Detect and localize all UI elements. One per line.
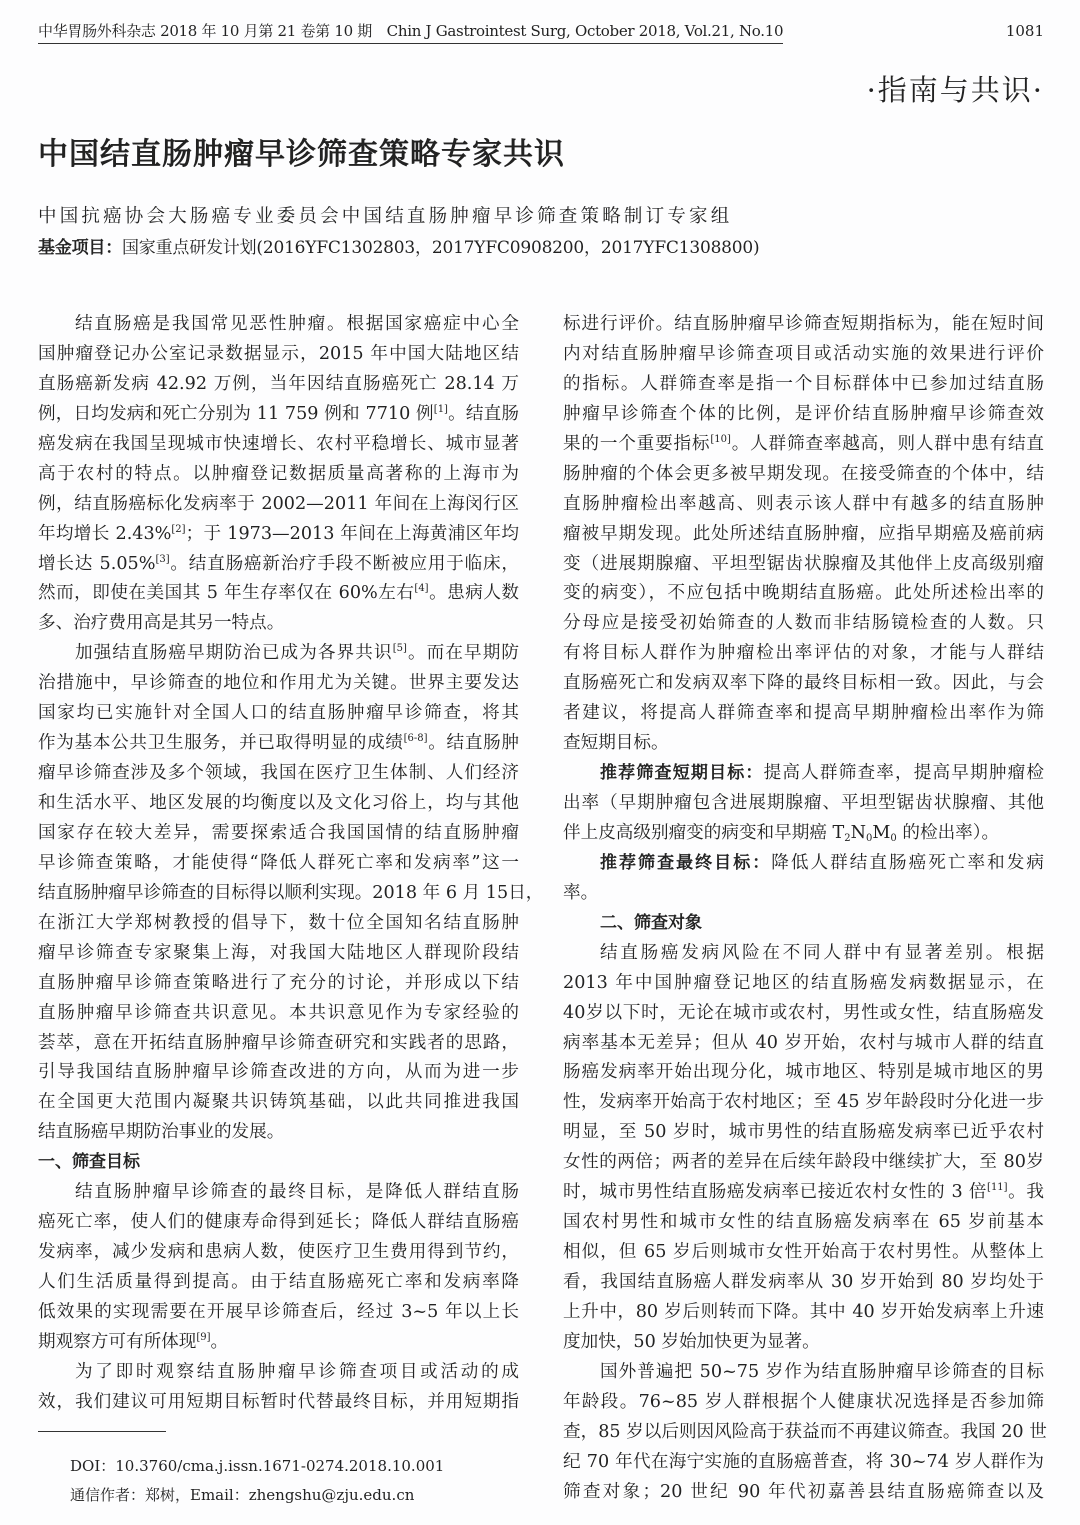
text-line: 癌死亡率，使人们的健康寿命得到延长；降低人群结直肠癌 [38,1212,519,1233]
text-line: 然而，即使在美国其 5 年生存率仅在 60%左右[4]。患病人数 [38,583,520,604]
text-line: 结直肠肿瘤早诊筛查的最终目标，是降低人群结直肠 [75,1182,519,1203]
text-line: 性，发病率开始高于农村地区；至 45 岁年龄段时分化进一步 [563,1092,1044,1113]
article-title: 中国结直肠肿瘤早诊筛查策略专家共识 [38,137,565,172]
section-tag: ·指南与共识· [866,73,1044,107]
text-line: 和生活水平、地区发展的均衡度以及文化习俗上，均与其他 [38,793,519,813]
text-line: 肿瘤早诊筛查个体的比例，是评价结直肠肿瘤早诊筛查效 [563,403,1044,424]
citation-ref: [3] [155,553,170,565]
text-line: 瘤早诊筛查涉及多个领域，我国在医疗卫生体制、人们经济 [38,763,519,784]
text-line: 效，我们建议可用短期目标暂时代替最终目标，并用短期指 [38,1391,519,1412]
citation-ref: [4] [414,583,429,595]
article-authors: 中国抗癌协会大肠癌专业委员会中国结直肠肿瘤早诊筛查策略制订专家组 [38,206,733,227]
text-line: 有将目标人群作为肿瘤检出率评估的对象，才能与人群结 [563,643,1044,664]
text-line: 直肠肿瘤早诊筛查共识意见。本共识意见作为专家经验的 [38,1002,519,1023]
text-line: 肠肿瘤的个体会更多被早期发现。在接受筛查的个体中，结 [563,463,1044,484]
text-line: 出率（早期肿瘤包含进展期腺瘤、平坦型锯齿状腺瘤、其他 [563,793,1044,813]
text-line: 变（进展期腺瘤、平坦型锯齿状腺瘤及其他伴上皮高级别瘤 [563,553,1044,574]
text-line: 度加快，50 岁始加快更为显著。 [563,1331,820,1352]
citation-ref: [10] [710,433,731,445]
text-line: 为了即时观察结直肠肿瘤早诊筛查项目或活动的成 [75,1361,519,1382]
text-line: 结直肠癌发病风险在不同人群中有显著差别。根据 [600,942,1044,963]
recommendation-label: 推荐筛查短期目标： [600,763,764,784]
text-line: 国家均已实施针对全国人口的结直肠肿瘤早诊筛查，将其 [38,703,519,724]
body-column-left [38,310,544,1418]
paragraph [38,310,519,639]
paragraph [563,849,1044,909]
text-line: 年均增长 2.43%[2]；于 1973—2013 年间在上海黄浦区年均 [38,523,519,544]
text-line: 国肿瘤登记办公室记录数据显示，2015 年中国大陆地区结 [38,343,519,364]
text-line: 查短期目标。 [563,733,669,754]
text-line: 国外普遍把 50~75 岁作为结直肠肿瘤早诊筛查的目标 [600,1361,1044,1382]
text-line: 率。 [563,882,599,903]
text-line: 推荐筛查短期目标：提高人群筛查率，提高早期肿瘤检 [600,763,1044,784]
citation-ref: [6-8] [403,733,428,745]
citation-ref: [2] [171,523,186,535]
subscript: 0 [866,832,873,844]
text-line: 伴上皮高级别瘤变的病变和早期癌 $T_2N_0M_0$ 的检出率）。 [563,822,1000,844]
paragraph [563,310,1044,759]
citation-ref: [1] [433,403,448,415]
citation-ref: [11] [987,1182,1008,1194]
page-number: 1081 [1005,22,1044,40]
text-line: 上升中，80 岁后则转而下降。其中 40 岁开始发病率上升速 [563,1301,1044,1322]
section-heading: 一、筛查目标 [38,1152,140,1173]
citation-ref: [5] [392,643,407,655]
paragraph [563,939,1044,1358]
text-line: 查，85 岁以后则因风险高于获益而不再建议筛查。我国 20 世 [563,1421,1047,1442]
text-line: 结直肠癌早期防治事业的发展。 [38,1122,285,1143]
text-line: 作为基本公共卫生服务，并已取得明显的成绩[6-8]。结直肠肿 [38,733,519,754]
text-line: 筛查对象；20 世纪 90 年代初嘉善县结直肠癌筛查以及 [563,1481,1044,1502]
paragraph [38,1358,519,1418]
text-line: 2013 年中国肿瘤登记地区的结直肠癌发病数据显示，在 [563,972,1044,993]
text-line: 国农村男性和城市女性的结直肠癌发病率在 65 岁前基本 [563,1212,1044,1233]
text-line: 增长达 5.05%[3]。结直肠癌新治疗手段不断被应用于临床， [38,553,519,574]
text-line: 荟萃，意在开拓结直肠肿瘤早诊筛查研究和实践者的思路， [38,1032,519,1053]
text-line: 直肠肿瘤早诊筛查策略进行了充分的讨论，并形成以下结 [38,972,519,993]
text-line: 直肠癌死亡和发病双率下降的最终目标相一致。因此，与会 [563,673,1044,694]
text-line: 40岁以下时，无论在城市或农村，男性或女性，结直肠癌发 [563,1002,1044,1023]
section-heading: 二、筛查对象 [600,912,702,933]
paragraph [38,1178,519,1358]
text-line: 内对结直肠肿瘤早诊筛查项目或活动实施的效果进行评价 [563,343,1044,364]
text-line: 分母应是接受初始筛查的人数而非结肠镜检查的人数。只 [563,613,1044,634]
text-line: 在全国更大范围内凝聚共识铸筑基础，以此共同推进我国 [38,1092,519,1113]
text-line: 变的病变），不应包括中晚期结直肠癌。此处所述检出率的 [563,583,1044,604]
fund-text: 国家重点研发计划(2016YFC1302803，2017YFC0908200，2017YFC1308800) [122,238,760,258]
paragraph [38,639,544,1148]
text-line: 直肠肿瘤检出率越高、则表示该人群中有越多的结直肠肿 [563,493,1044,514]
text-line: 病率基本无差异；但从 40 岁开始，农村与城市人群的结直 [563,1032,1044,1053]
text-line: 直肠癌新发病 42.92 万例，当年因结直肠癌死亡 28.14 万 [38,373,519,394]
text-line: 看，我国结直肠癌人群发病率从 30 岁开始到 80 岁均处于 [563,1272,1044,1292]
recommendation-label: 推荐筛查最终目标： [600,852,772,873]
fund-info [38,234,759,262]
text-line: 早诊筛查策略，才能使得“降低人群死亡率和发病率”这一 [38,852,519,873]
paragraph [563,759,1044,849]
text-line: 在浙江大学郑树教授的倡导下，数十位全国知名结直肠肿 [38,912,519,933]
text-line: 肠癌发病率开始出现分化，城市地区、特别是城市地区的男 [563,1062,1044,1083]
text-line: 例，结直肠癌标化发病率于 2002—2011 年间在上海闵行区 [38,493,519,514]
body-column-right [563,310,1047,1508]
text-line: 引导我国结直肠肿瘤早诊筛查改进的方向，从而为进一步 [38,1062,519,1083]
doi: DOI：10.3760/cma.j.issn.1671-0274.2018.10.001 [70,1457,445,1475]
text-line: 多、治疗费用高是其另一特点。 [38,613,285,634]
text-line: 期观察方可有所体现[9]。 [38,1331,229,1352]
text-line: 纪 70 年代在海宁实施的直肠癌普查，将 30~74 岁人群作为 [563,1451,1044,1472]
text-line: 例，日均发病和死亡分别为 11 759 例和 7710 例[1]。结直肠 [38,403,519,424]
text-line: 瘤被早期发现。此处所述结直肠肿瘤，应指早期癌及癌前病 [563,523,1044,544]
text-line: 治措施中，早诊筛查的地位和作用尤为关键。世界主要发达 [38,673,519,694]
text-line: 人们生活质量得到提高。由于结直肠癌死亡率和发病率降 [38,1272,519,1292]
text-line: 国家存在较大差异，需要探索适合我国国情的结直肠肿瘤 [38,822,519,843]
text-line: 的指标。人群筛查率是指一个目标群体中已参加过结直肠 [563,373,1044,394]
footnote-divider [38,1431,166,1432]
text-line: 年龄段。76~85 岁人群根据个人健康状况选择是否参加筛 [563,1391,1044,1412]
text-line: 者建议，将提高人群筛查率和提高早期肿瘤检出率作为筛 [563,703,1044,724]
text-line: 加强结直肠癌早期防治已成为各界共识[5]。而在早期防 [75,643,519,664]
text-line: 果的一个重要指标[10]。人群筛查率越高，则人群中患有结直 [563,433,1044,454]
text-line: 推荐筛查最终目标：降低人群结直肠癌死亡率和发病 [600,852,1044,873]
text-line: 标进行评价。结直肠肿瘤早诊筛查短期指标为，能在短时间 [563,314,1044,334]
text-line: 低效果的实现需要在开展早诊筛查后，经过 3~5 年以上长 [38,1301,519,1322]
corresponding-author: 通信作者：郑树，Email：zhengshu@zju.edu.cn [70,1486,415,1504]
text-line: 明显，至 50 岁时，城市男性的结直肠癌发病率已近乎农村 [563,1122,1044,1143]
running-head: 中华胃肠外科杂志 2018 年 10 月第 21 卷第 10 期 Chin J Gastrointest Surg, October 2018, Vol.21, No.10 [38,20,783,44]
fund-label: 基金项目： [38,238,122,258]
subscript: 2 [844,832,851,844]
text-line: 发病率，减少发病和患病人数，使医疗卫生费用得到节约， [38,1242,519,1263]
text-line: 女性的两倍；两者的差异在后续年龄段中继续扩大，至 80岁 [563,1152,1044,1173]
text-line: 癌发病在我国呈现城市快速增长、农村平稳增长、城市显著 [38,433,519,454]
text-line: 高于农村的特点。以肿瘤登记数据质量高著称的上海市为 [38,463,519,484]
text-line: 瘤早诊筛查专家聚集上海，对我国大陆地区人群现阶段结 [38,942,519,963]
text-line: 相似，但 65 岁后则城市女性开始高于农村男性。从整体上 [563,1242,1044,1263]
text-line: 结直肠癌是我国常见恶性肿瘤。根据国家癌症中心全 [75,314,519,334]
text-line: 时，城市男性结直肠癌发病率已接近农村女性的 3 倍[11]。我 [563,1182,1044,1203]
text-line: 结直肠肿瘤早诊筛查的目标得以顺利实现。2018 年 6 月 15日， [38,882,544,903]
paragraph [563,1358,1047,1508]
subscript: 0 [890,832,897,844]
citation-ref: [9] [196,1331,211,1343]
